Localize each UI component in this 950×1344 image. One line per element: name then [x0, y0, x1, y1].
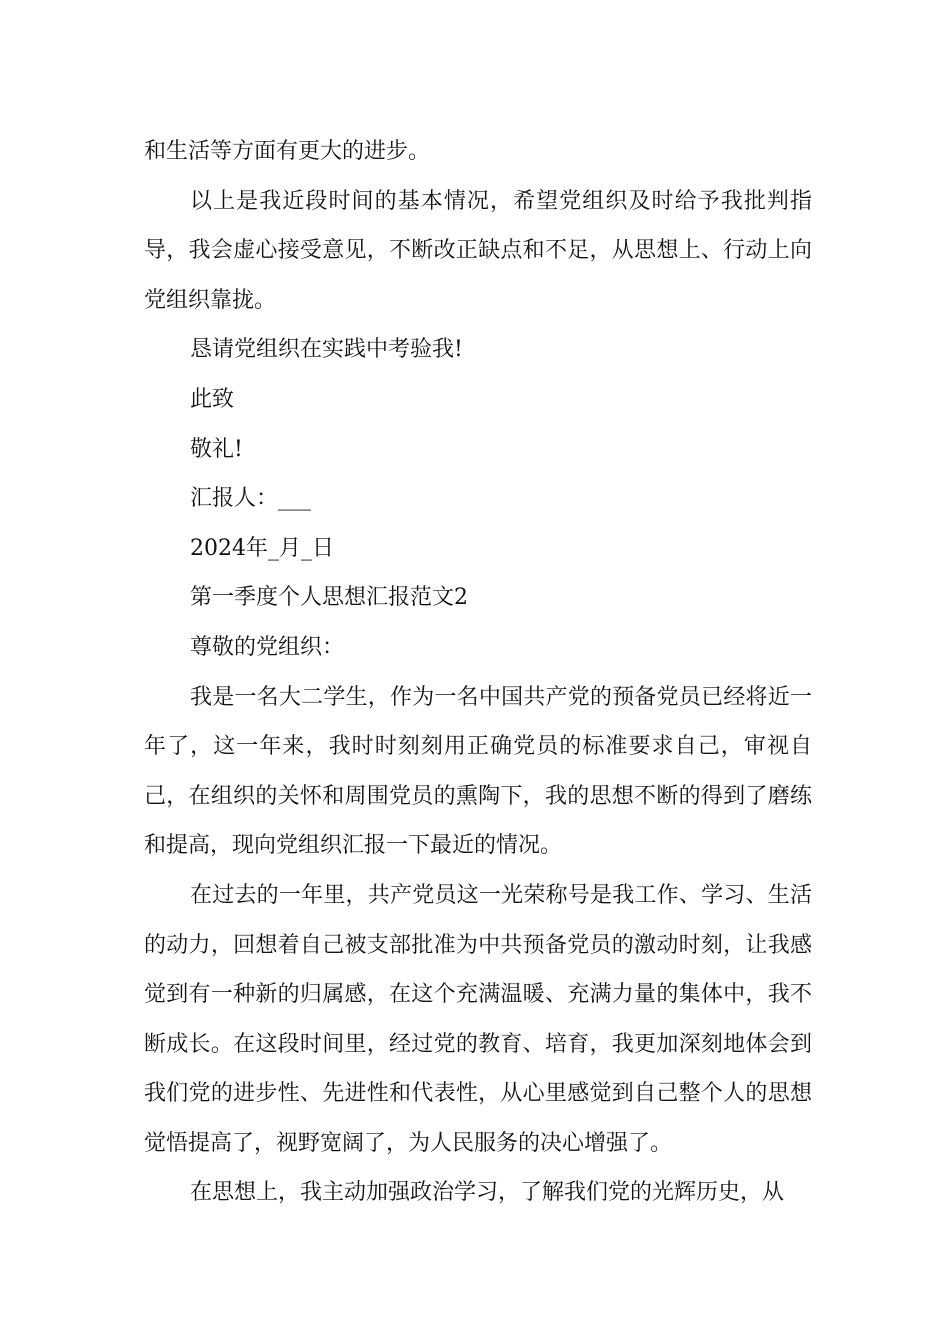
- paragraph-ideology: 在思想上，我主动加强政治学习，了解我们党的光辉历史，从: [190, 1180, 785, 1206]
- paragraph-past-year: 在过去的一年里，共产党员这一光荣称号是我工作、学习、生活的动力，回想着自己被支部批准为中共预备党员的激动时刻，让我感觉到有一种新的归属感，在这个充满温暖、充满力量的集体中，我不断成长。在这段时间里，经过党的教育、培育，我更加深刻地体会到我们党的进步性、先进性和代表性，从心里感觉到自己整个人的思想觉悟提高了，视野宽阔了，为人民服务的决心增强了。: [144, 882, 812, 1156]
- paragraph-request: 恳请党组织在实践中考验我!: [190, 337, 463, 363]
- greeting: 尊敬的党组织：: [190, 634, 345, 660]
- document-body: [144, 127, 812, 1218]
- paragraph-closing-statement: 以上是我近段时间的基本情况，希望党组织及时给予我批判指导，我会虚心接受意见，不断改正缺点和不足，从思想上、行动上向党组织靠拢。: [144, 188, 812, 313]
- paragraph-intro: 我是一名大二学生，作为一名中国共产党的预备党员已经将近一年了，这一年来，我时时刻刻用正确党员的标准要求自己，审视自己，在组织的关怀和周围党员的熏陶下，我的思想不断的得到了磨练和提高，现向党组织汇报一下最近的情况。: [144, 684, 812, 859]
- salutation-jingli: 敬礼!: [190, 436, 243, 462]
- reporter-line: 汇报人：___: [190, 486, 312, 512]
- section-title: 第一季度个人思想汇报范文2: [190, 585, 468, 611]
- date-line: 2024年_月_日: [190, 535, 334, 561]
- salutation-cizhi: 此致: [190, 386, 235, 412]
- paragraph-continuation: 和生活等方面有更大的进步。: [144, 139, 431, 164]
